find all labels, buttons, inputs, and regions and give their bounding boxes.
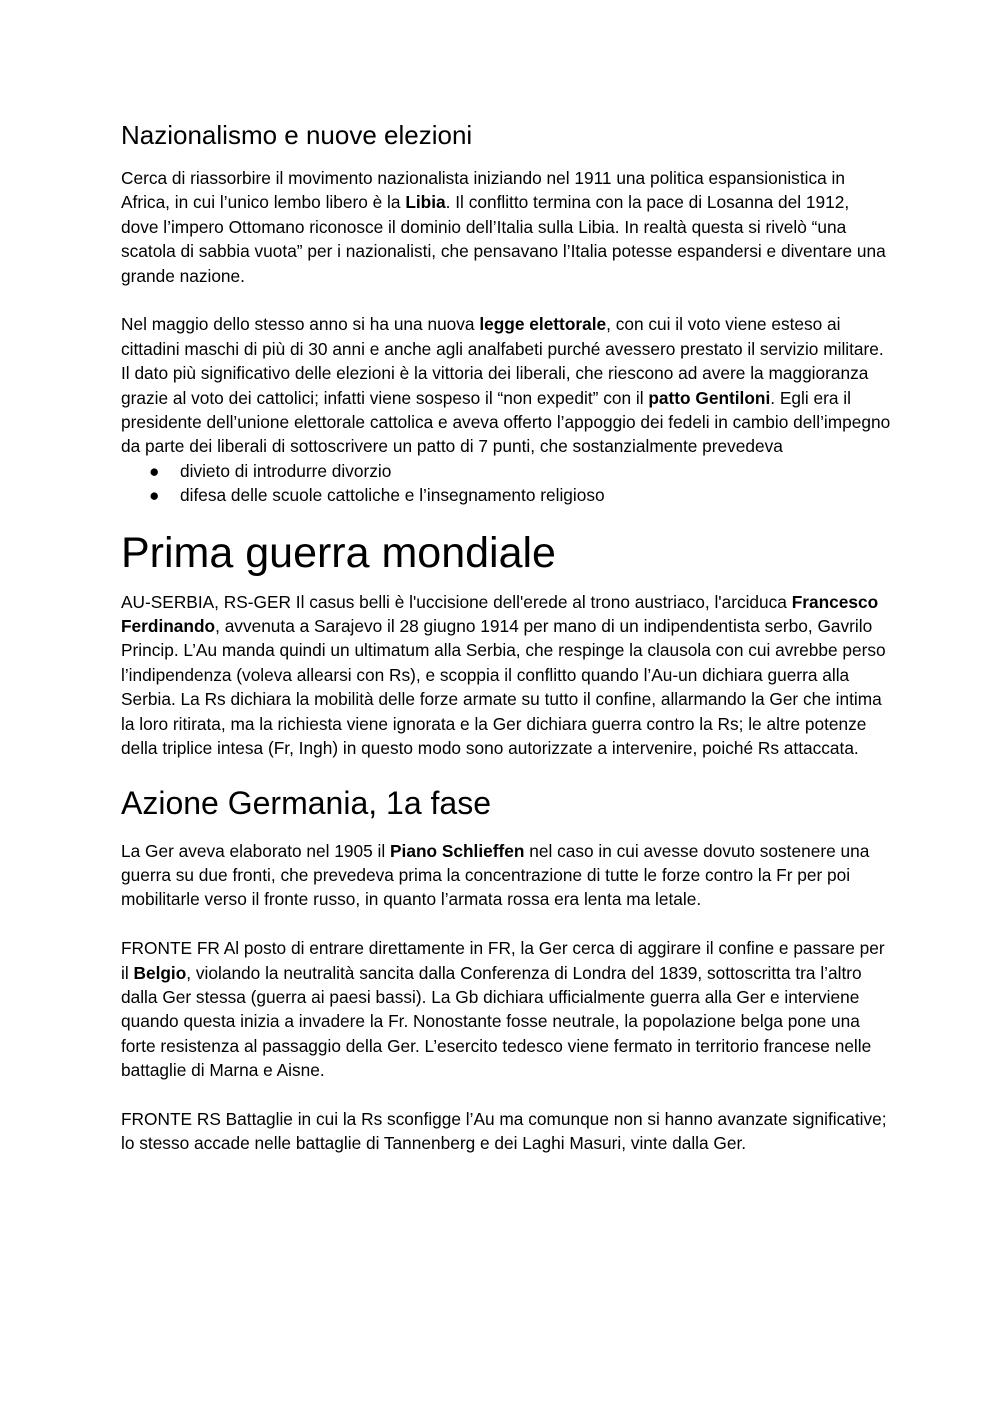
bold-term-belgio: Belgio [133,962,187,983]
bullet-icon: ● [149,460,160,481]
section-heading-prima-guerra: Prima guerra mondiale [121,528,556,577]
text-run: Nel maggio dello stesso anno si ha una nuova [121,314,480,335]
document-page [121,118,891,1156]
list-item [121,483,891,507]
bold-term-libia: Libia [405,192,446,213]
text-run: . Egli era il presidente dell’unione elettorale cattolica e aveva offerto l’appoggio dei fedeli in cambio dell’impegno da parte dei liberali di sottoscrivere un patto di 7 punti, che sostanzialmente prevedeva [121,387,891,457]
list-item [121,459,891,483]
text-run: La Ger aveva elaborato nel 1905 il [121,840,390,861]
list-item-text: divieto di introdurre divorzio [180,460,392,481]
paragraph-casus-belli [121,590,891,761]
paragraph-legge-elettorale [121,312,891,458]
paragraph-fronte-rs: FRONTE RS Battaglie in cui la Rs sconfigge l’Au ma comunque non si hanno avanzate significative; lo stesso accade nelle battaglie di Tannenberg e dei Laghi Masuri, vinte dalla Ger. [121,1108,887,1154]
section-heading-nazionalismo: Nazionalismo e nuove elezioni [121,120,473,150]
text-run: AU-SERBIA, RS-GER Il casus belli è l'uccisione dell'erede al trono austriaco, l'arciduca [121,591,792,612]
paragraph-libia [121,166,891,288]
list-item-text: difesa delle scuole cattoliche e l’insegnamento religioso [180,485,605,506]
text-run: , con cui il voto viene esteso ai cittadini maschi di più di 30 anni e anche agli analfabeti purché avessero prestato il servizio militare. Il dato più significativo delle elezioni è la vittoria dei liberali, che riescono ad avere la maggioranza grazie al voto dei cattolici; infatti viene sospeso il “non expedit” con il [121,314,884,408]
text-run: , avvenuta a Sarajevo il 28 giugno 1914 per mano di un indipendentista serbo, Gavrilo Princip. L’Au manda quindi un ultimatum alla Serbia, che respinge la clausola con cui avrebbe perso l’indipendenza (voleva allearsi con Rs), e scoppia il conflitto quando l’Au-un dichiara guerra alla Serbia. La Rs dichiara la mobilità delle forze armate su tutto il confine, allarmando la Ger che intima la loro ritirata, ma la richiesta viene ignorata e la Ger dichiara guerra contro la Rs; le altre potenze della triplice intesa (Fr, Ingh) in questo modo sono autorizzate a intervenire, poiché Rs attaccata. [121,616,886,759]
bullet-list [121,459,891,508]
bold-term-piano-schlieffen: Piano Schlieffen [390,840,525,861]
bold-term-patto-gentiloni: patto Gentiloni [648,387,771,408]
bold-term-legge-elettorale: legge elettorale [479,314,607,335]
section-heading-azione-germania: Azione Germania, 1a fase [121,784,491,821]
text-run: . Il conflitto termina con la pace di Losanna del 1912, dove l’impero Ottomano riconosce il dominio dell’Italia sulla Libia. In realtà questa si rivelò “una scatola di sabbia vuota” per i nazionalisti, che pensavano l’Italia potesse espandersi e diventare una grande nazione. [121,192,886,286]
text-run: nel caso in cui avesse dovuto sostenere una guerra su due fronti, che prevedeva prima la concentrazione di tutte le forze contro la Fr per poi mobilitarle verso il fronte russo, in quanto l’armata rossa era lenta ma letale. [121,840,870,910]
text-run: Cerca di riassorbire il movimento nazionalista iniziando nel 1911 una politica espansionistica in Africa, in cui l’unico lembo libero è la [121,168,845,213]
bold-term-francesco-ferdinando: Francesco Ferdinando [121,591,879,637]
paragraph-fronte-fr [121,936,891,1082]
bullet-icon: ● [149,485,160,506]
text-run: , violando la neutralità sancita dalla Conferenza di Londra del 1839, sottoscritta tra l’altro dalla Ger stessa (guerra ai paesi bassi). La Gb dichiara ufficialmente guerra alla Ger e interviene quando questa inizia a invadere la Fr. Nonostante fosse neutrale, la popolazione belga pone una forte resistenza al passaggio della Ger. L’esercito tedesco viene fermato in territorio francese nelle battaglie di Marna e Aisne. [121,962,872,1081]
text-run: FRONTE FR Al posto di entrare direttamente in FR, la Ger cerca di aggirare il confine e passare per il [121,938,885,983]
paragraph-piano-schlieffen [121,839,891,912]
